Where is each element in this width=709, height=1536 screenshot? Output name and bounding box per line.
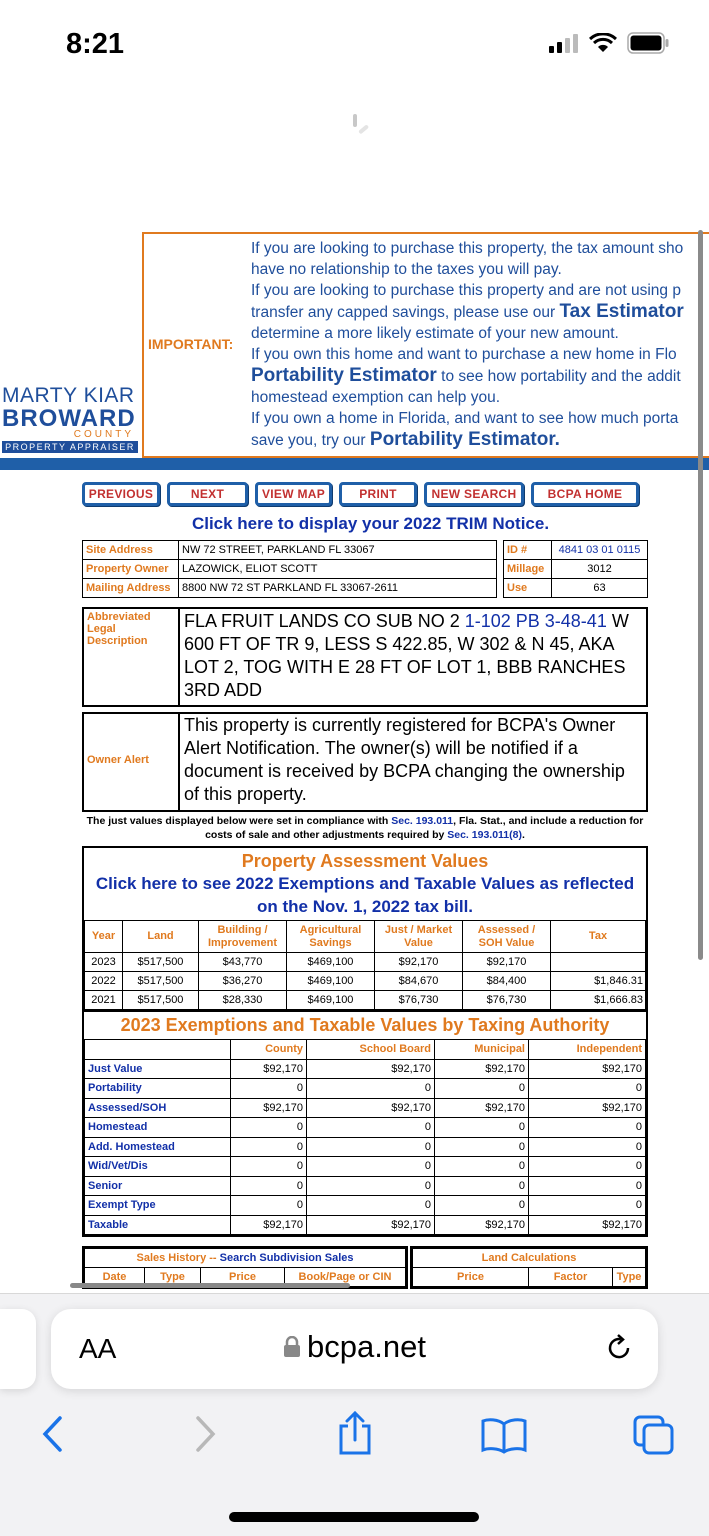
col-header: School Board — [307, 1040, 435, 1060]
plat-book-link[interactable]: 1-102 PB 3-48-41 — [464, 611, 607, 631]
loading-icon — [350, 112, 376, 136]
table-row — [85, 1176, 646, 1196]
legal-pre: FLA FRUIT LANDS CO SUB NO 2 — [184, 611, 465, 631]
header-divider — [0, 458, 709, 470]
col-header: Book/Page or CIN — [285, 1268, 406, 1287]
sales-history-table — [84, 1248, 406, 1287]
table-row — [85, 1137, 646, 1157]
status-bar — [0, 0, 709, 90]
table-header — [85, 921, 646, 953]
col-header: Year — [85, 921, 123, 953]
sales-history-label: Sales History -- — [136, 1252, 220, 1264]
notice-text: save you, try our — [251, 432, 370, 449]
previous-button[interactable]: PREVIOUS — [82, 482, 160, 506]
notice-line — [251, 301, 709, 323]
table-row — [85, 1196, 646, 1216]
table-header — [413, 1249, 646, 1268]
cell: $469,100 — [287, 991, 375, 1010]
row-label: Homestead — [85, 1118, 231, 1138]
row-label: Taxable — [85, 1215, 231, 1235]
owner-label: Property Owner — [83, 560, 179, 579]
land-calculations-section — [410, 1246, 648, 1289]
logo-line2: BROWARD — [2, 405, 136, 432]
url-display[interactable] — [51, 1329, 658, 1365]
table-row — [85, 1118, 646, 1138]
col-header: Type — [145, 1268, 201, 1287]
assessment-section — [82, 846, 648, 1237]
cell: $92,170 — [231, 1059, 307, 1079]
cell: 0 — [231, 1118, 307, 1138]
logo-line3: COUNTY — [73, 429, 134, 440]
trim-notice-link[interactable]: Click here to display your 2022 TRIM Notice. — [191, 514, 550, 533]
spacer — [497, 541, 504, 560]
cell: 0 — [435, 1118, 529, 1138]
signal-icon — [549, 33, 579, 53]
cell: $92,170 — [435, 1215, 529, 1235]
bcpa-logo[interactable] — [2, 384, 138, 450]
cell: $92,170 — [307, 1059, 435, 1079]
cell: 0 — [231, 1157, 307, 1177]
table-row — [85, 972, 646, 991]
notice-line: determine a more likely estimate of your new amount. — [251, 325, 619, 342]
cell: $92,170 — [529, 1098, 646, 1118]
bookmarks-icon[interactable] — [480, 1416, 528, 1454]
nav-buttons — [82, 482, 639, 506]
col-header: Land — [123, 921, 199, 953]
legal-label: Abbreviated Legal Description — [84, 609, 180, 705]
land-calculations-table — [412, 1248, 646, 1287]
land-calc-title: Land Calculations — [413, 1249, 646, 1268]
cell: 0 — [529, 1157, 646, 1177]
cell: $84,670 — [375, 972, 463, 991]
row-label: Just Value — [85, 1059, 231, 1079]
cell: $92,170 — [307, 1215, 435, 1235]
reload-icon[interactable] — [604, 1333, 634, 1363]
tabs-icon[interactable] — [632, 1414, 676, 1456]
table-row — [85, 991, 646, 1010]
property-info-table — [82, 540, 648, 598]
address-bar[interactable] — [51, 1309, 658, 1389]
important-notice — [142, 232, 709, 458]
row-label: Senior — [85, 1176, 231, 1196]
site-address-value: NW 72 STREET, PARKLAND FL 33067 — [179, 541, 497, 560]
cell: 0 — [435, 1137, 529, 1157]
cell: $469,100 — [287, 953, 375, 972]
cell: 0 — [529, 1137, 646, 1157]
cell: 0 — [529, 1176, 646, 1196]
portability-estimator-link-2[interactable]: Portability Estimator. — [369, 429, 560, 450]
url-text: bcpa.net — [307, 1329, 426, 1364]
note-text: . — [521, 829, 525, 841]
assessment-table — [84, 920, 646, 1010]
cell: 0 — [307, 1118, 435, 1138]
legal-post: W 600 FT OF TR 9, LESS S 422.85, W 302 & N 45, AKA LOT 2, TOG WITH E 28 FT OF LOT 1, BBB RANCHES 3RD ADD — [184, 611, 629, 700]
legal-description-box — [82, 607, 648, 707]
row-label: Assessed/SOH — [85, 1098, 231, 1118]
cell: $76,730 — [375, 991, 463, 1010]
compliance-note — [82, 814, 648, 842]
cell: 0 — [435, 1157, 529, 1177]
table-header — [85, 1040, 646, 1060]
cell: $92,170 — [463, 953, 551, 972]
battery-icon — [627, 32, 669, 54]
spacer — [497, 560, 504, 579]
table-row — [85, 1098, 646, 1118]
notice-line — [251, 365, 709, 387]
table-header — [413, 1268, 646, 1287]
cell — [551, 953, 646, 972]
cell: 0 — [307, 1157, 435, 1177]
col-header: Date — [85, 1268, 145, 1287]
table-header — [85, 1249, 406, 1268]
cell: 0 — [307, 1176, 435, 1196]
cell: 0 — [529, 1079, 646, 1099]
cell: 0 — [435, 1196, 529, 1216]
lock-icon — [283, 1336, 301, 1358]
cell: 0 — [529, 1196, 646, 1216]
use-value: 63 — [552, 579, 648, 598]
mailing-label: Mailing Address — [83, 579, 179, 598]
logo-line4: PROPERTY APPRAISER — [2, 441, 138, 453]
row-label: Exempt Type — [85, 1196, 231, 1216]
col-header: Price — [413, 1268, 529, 1287]
cell: $92,170 — [231, 1098, 307, 1118]
exemptions-2022-link[interactable]: Click here to see 2022 Exemptions and Taxable Values as reflected on the Nov. 1, 2022 tax bill. — [95, 874, 635, 916]
exemptions-table — [84, 1039, 646, 1235]
cell: $517,500 — [123, 972, 199, 991]
cell: 2023 — [85, 953, 123, 972]
col-header: County — [231, 1040, 307, 1060]
notice-line: If you are looking to purchase this property, the tax amount sho — [251, 240, 684, 257]
reader-aa-button[interactable]: AA — [79, 1333, 117, 1364]
site-address-label: Site Address — [83, 541, 179, 560]
notice-line: If you own a home in Florida, and want to see how much porta — [251, 410, 679, 427]
cell: 0 — [231, 1079, 307, 1099]
cell: 0 — [307, 1079, 435, 1099]
notice-text: to see how portability and the addit — [436, 368, 681, 385]
table-row — [85, 953, 646, 972]
print-button[interactable]: PRINT — [339, 482, 417, 506]
cell: $517,500 — [123, 991, 199, 1010]
notice-line — [251, 429, 709, 451]
cell: $92,170 — [375, 953, 463, 972]
col-header: Building / Improvement — [199, 921, 287, 953]
millage-value: 3012 — [552, 560, 648, 579]
cell: $84,400 — [463, 972, 551, 991]
cell: $92,170 — [231, 1215, 307, 1235]
cell: 0 — [529, 1118, 646, 1138]
forward-icon[interactable] — [190, 1414, 220, 1454]
table-row — [85, 1215, 646, 1235]
spacer — [497, 579, 504, 598]
cell: $1,846.31 — [551, 972, 646, 991]
home-indicator[interactable] — [229, 1512, 479, 1522]
owner-value: LAZOWICK, ELIOT SCOTT — [179, 560, 497, 579]
table-row — [85, 1157, 646, 1177]
cell: $92,170 — [435, 1098, 529, 1118]
cell: $92,170 — [529, 1215, 646, 1235]
back-icon[interactable] — [38, 1414, 68, 1454]
col-header: Just / Market Value — [375, 921, 463, 953]
cell: 0 — [307, 1137, 435, 1157]
mailing-value: 8800 NW 72 ST PARKLAND FL 33067-2611 — [179, 579, 497, 598]
logo-line1: MARTY KIAR — [2, 384, 135, 407]
cell: $76,730 — [463, 991, 551, 1010]
cell: $92,170 — [435, 1059, 529, 1079]
cell: $43,770 — [199, 953, 287, 972]
notice-line: have no relationship to the taxes you will pay. — [251, 261, 562, 278]
col-header: Assessed / SOH Value — [463, 921, 551, 953]
previous-tab-peek[interactable] — [0, 1309, 36, 1389]
cell: $92,170 — [529, 1059, 646, 1079]
bcpa-home-button[interactable]: BCPA HOME — [531, 482, 639, 506]
cell: 0 — [231, 1137, 307, 1157]
cell: $28,330 — [199, 991, 287, 1010]
view-map-button[interactable]: VIEW MAP — [255, 482, 332, 506]
row-label: Add. Homestead — [85, 1137, 231, 1157]
notice-line: If you are looking to purchase this property and are not using p — [251, 282, 681, 299]
important-text — [251, 238, 709, 451]
statute-link-2[interactable]: Sec. 193.011(8) — [447, 829, 522, 841]
legal-text — [184, 610, 642, 702]
cell: $92,170 — [307, 1098, 435, 1118]
col-header: Tax — [551, 921, 646, 953]
row-label: Wid/Vet/Dis — [85, 1157, 231, 1177]
new-search-button[interactable]: NEW SEARCH — [424, 482, 524, 506]
col-header — [85, 1040, 231, 1060]
note-text: The just values displayed below were set in compliance with — [86, 815, 392, 827]
cell: 0 — [435, 1176, 529, 1196]
cell: $36,270 — [199, 972, 287, 991]
table-row — [85, 1079, 646, 1099]
status-icons — [549, 32, 669, 54]
share-icon[interactable] — [336, 1410, 374, 1456]
cell: 2021 — [85, 991, 123, 1010]
assessment-title: Property Assessment Values — [241, 851, 489, 871]
cell: 0 — [231, 1176, 307, 1196]
assessment-header — [84, 848, 646, 920]
folio-id[interactable]: 4841 03 01 0115 — [552, 541, 648, 560]
col-header: Agricultural Savings — [287, 921, 375, 953]
vertical-scrollbar[interactable] — [698, 230, 703, 960]
horizontal-scrollbar[interactable] — [70, 1283, 350, 1288]
cell: 0 — [231, 1196, 307, 1216]
col-header: Independent — [529, 1040, 646, 1060]
cell: $517,500 — [123, 953, 199, 972]
col-header: Price — [201, 1268, 285, 1287]
id-label: ID # — [504, 541, 552, 560]
owner-alert-label: Owner Alert — [84, 714, 180, 810]
cell: $469,100 — [287, 972, 375, 991]
important-label: IMPORTANT: — [148, 336, 234, 352]
portability-estimator-link[interactable]: Portability Estimator — [251, 365, 437, 386]
exemptions-title: 2023 Exemptions and Taxable Values by Taxing Authority — [84, 1010, 646, 1039]
notice-line: homestead exemption can help you. — [251, 389, 501, 406]
col-header: Factor — [529, 1268, 613, 1287]
owner-alert-box — [82, 712, 648, 812]
status-time: 8:21 — [66, 28, 125, 60]
notice-line: If you own this home and want to purchase a new home in Flo — [251, 346, 677, 363]
cell: 2022 — [85, 972, 123, 991]
millage-label: Millage — [504, 560, 552, 579]
subdivision-sales-link[interactable]: Search Subdivision Sales — [219, 1252, 354, 1264]
note-text: , Fla. Stat., and include a reduction for costs of sale and other adjustments required by — [205, 815, 644, 841]
wifi-icon — [589, 33, 617, 53]
cell: $1,666.83 — [551, 991, 646, 1010]
statute-link[interactable]: Sec. 193.011 — [391, 815, 454, 827]
next-button[interactable]: NEXT — [167, 482, 248, 506]
row-label: Portability — [85, 1079, 231, 1099]
tax-estimator-link[interactable]: Tax Estimator — [559, 301, 684, 322]
table-row — [85, 1059, 646, 1079]
col-header: Type — [613, 1268, 646, 1287]
cell: 0 — [435, 1079, 529, 1099]
use-label: Use — [504, 579, 552, 598]
notice-text: transfer any capped savings, please use our — [251, 304, 560, 321]
cell: 0 — [307, 1196, 435, 1216]
sales-history-title — [85, 1249, 406, 1268]
col-header: Municipal — [435, 1040, 529, 1060]
owner-alert-text: This property is currently registered for BCPA's Owner Alert Notification. The owner(s) will be notified if a document is received by BCPA changing the ownership of this property. — [184, 715, 625, 804]
